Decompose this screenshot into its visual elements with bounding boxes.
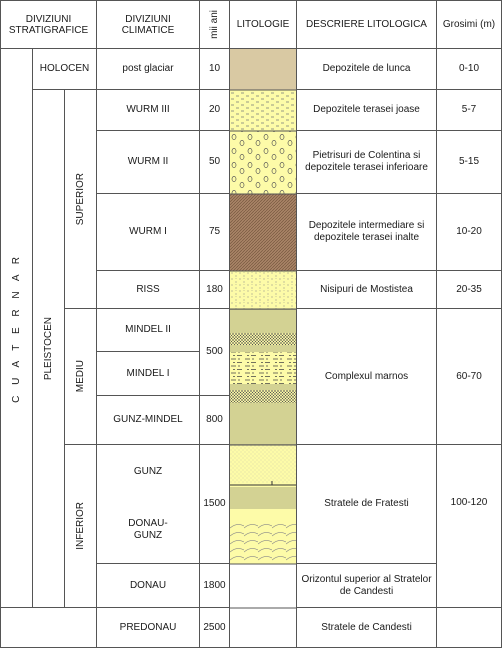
cuaternar-cell <box>0 48 33 608</box>
header-mii-ani-label: mii ani <box>209 10 220 39</box>
header-mii-ani <box>199 0 230 49</box>
header-grosimi: Grosimi (m) <box>436 0 502 49</box>
gros-wurm-i: 10-20 <box>436 193 502 271</box>
gros-predonau <box>436 607 502 648</box>
lith-donau-gunz-plain <box>230 509 296 523</box>
desc-wurm-i: Depozitele intermediare si depozitele terasei inalte <box>296 193 437 271</box>
desc-wurm-iii: Depozitele terasei joase <box>296 89 437 131</box>
pleistocen-cell <box>32 89 65 608</box>
ani-predonau: 2500 <box>199 607 230 648</box>
superior-cell <box>64 89 97 309</box>
ani-post-glaciar: 10 <box>199 48 230 90</box>
clim-wurm-i: WURM I <box>96 193 200 271</box>
holocen-cell: HOLOCEN <box>32 48 97 90</box>
ani-gunz: 1500 <box>199 444 230 564</box>
clim-mindel-i: MINDEL I <box>96 351 200 396</box>
mediu-cell <box>64 308 97 445</box>
ani-riss: 180 <box>199 270 230 309</box>
lith-mindel-ii-cross <box>230 333 296 345</box>
desc-wurm-ii: Pietrisuri de Colentina si depozitele terasei inferioare <box>296 130 437 194</box>
lith-holocen <box>230 49 296 90</box>
lith-predonau <box>230 608 296 647</box>
lith-mindel-i-lines <box>230 345 296 352</box>
lith-gunz-fine <box>230 445 296 483</box>
header-stratigrafice: DIVIZIUNI STRATIGRAFICE <box>0 0 97 49</box>
cuaternar-label: C U A T E R N A R <box>10 253 22 403</box>
lith-wurm-ii <box>230 131 296 194</box>
lith-mindel-i-marl <box>230 352 296 384</box>
clim-riss: RISS <box>96 270 200 309</box>
lith-donau-gunz-xbed <box>230 523 296 564</box>
desc-inferior: Stratele de Fratesti <box>296 444 437 564</box>
header-litologie: LITOLOGIE <box>229 0 297 49</box>
gros-holocen: 0-10 <box>436 48 502 90</box>
lith-gm-cross <box>230 390 296 403</box>
gros-wurm-ii: 5-15 <box>436 130 502 194</box>
header-descriere: DESCRIERE LITOLOGICA <box>296 0 437 49</box>
desc-riss: Nisipuri de Mostistea <box>296 270 437 309</box>
gros-wurm-iii: 5-7 <box>436 89 502 131</box>
ani-wurm-ii: 50 <box>199 130 230 194</box>
clim-post-glaciar: post glaciar <box>96 48 200 90</box>
predonau-strat-cell <box>0 607 97 648</box>
clim-gunz-group <box>96 444 200 564</box>
clim-predonau: PREDONAU <box>96 607 200 648</box>
lith-wurm-iii <box>230 90 296 131</box>
lith-gm-lines-2 <box>230 403 296 445</box>
clim-wurm-iii: WURM III <box>96 89 200 131</box>
gros-inferior-donau <box>436 444 502 608</box>
lith-riss <box>230 271 296 309</box>
inferior-label: INFERIOR <box>74 502 86 550</box>
lith-wurm-i <box>230 194 296 271</box>
gros-mediu: 60-70 <box>436 308 502 445</box>
desc-mediu: Complexul marnos <box>296 308 437 445</box>
ani-gunz-mindel: 800 <box>199 395 230 445</box>
lith-donau-gunz-lines <box>230 487 296 509</box>
inferior-cell <box>64 444 97 608</box>
header-climatice: DIVIZIUNI CLIMATICE <box>96 0 200 49</box>
ani-mindel: 500 <box>199 308 230 396</box>
lith-donau <box>230 564 296 608</box>
lithology-pattern-svg <box>230 49 296 647</box>
ani-donau: 1800 <box>199 563 230 608</box>
lith-mindel-ii-lines <box>230 309 296 333</box>
desc-holocen: Depozitele de lunca <box>296 48 437 90</box>
clim-gunz: GUNZ <box>133 466 163 477</box>
gros-riss: 20-35 <box>436 270 502 309</box>
gros-inferior: 100-120 <box>450 497 488 508</box>
ani-wurm-i: 75 <box>199 193 230 271</box>
mediu-label: MEDIU <box>74 360 86 393</box>
clim-mindel-ii: MINDEL II <box>96 308 200 352</box>
clim-wurm-ii: WURM II <box>96 130 200 194</box>
clim-gunz-mindel: GUNZ-MINDEL <box>96 395 200 445</box>
clim-donau-gunz: DONAU- GUNZ <box>128 518 168 541</box>
ani-wurm-iii: 20 <box>199 89 230 131</box>
desc-predonau: Stratele de Candesti <box>296 607 437 648</box>
lith-gm-lines <box>230 384 296 390</box>
clim-donau: DONAU <box>96 563 200 608</box>
superior-label: SUPERIOR <box>74 172 86 226</box>
pleistocen-label: PLEISTOCEN <box>42 316 54 381</box>
desc-donau: Orizontul superior al Stratelor de Candesti <box>296 563 437 608</box>
lithology-column <box>229 48 297 648</box>
